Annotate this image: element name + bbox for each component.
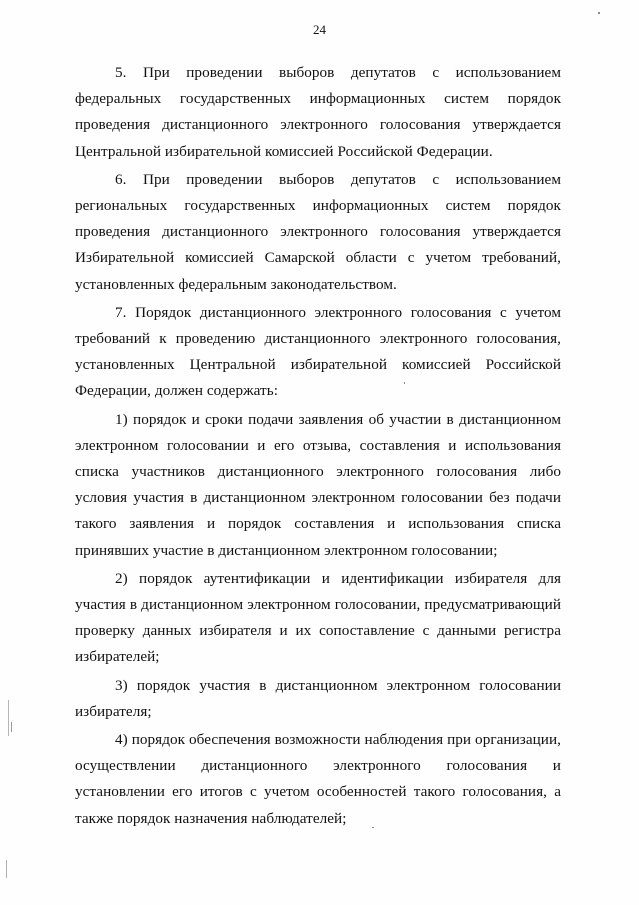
subitem-4: 4) порядок обеспечения возможности наблюдения при организации, осуществлении дистанционного электронного голосования и установлении его итогов с учетом особенностей такого голосования, а также порядок назначения наблюдателей; [75, 731, 561, 827]
scan-speck [598, 12, 600, 14]
document-body [75, 60, 561, 834]
scan-edge-mark [11, 722, 12, 732]
subitem-2: 2) порядок аутентификации и идентификации избирателя для участия в дистанционном электронном голосовании, предусматривающий проверку данных избирателя и их сопоставление с данными регистра избирателей; [75, 569, 561, 666]
scan-edge-mark [8, 700, 9, 736]
paragraph-item-7: 7. Порядок дистанционного электронного голосования с учетом требований к проведению дистанционного электронного голосования, установленных Центральной избирательной комиссией Российской Федерации, должен содержать: [75, 303, 561, 400]
scan-speck [404, 382, 405, 384]
page-number: 24 [313, 22, 326, 37]
subitem-3: 3) порядок участия в дистанционном электронном голосовании избирателя; [75, 676, 561, 720]
scan-speck [372, 827, 374, 828]
paragraph-item-6: 6. При проведении выборов депутатов с использованием региональных государственных информационных систем порядок проведения дистанционного электронного голосования утверждается Избирательной комиссией Самарской области с учетом требований, установленных федеральным законодательством. [75, 170, 561, 293]
paragraph-item-5: 5. При проведении выборов депутатов с использованием федеральных государственных информационных систем порядок проведения дистанционного электронного голосования утверждается Центральной избирательной комиссией Российской Федерации. [75, 64, 561, 160]
subitem-1: 1) порядок и сроки подачи заявления об участии в дистанционном электронном голосовании и его отзыва, составления и использования списка участников дистанционного электронного голосования либо условия участия в дистанционном электронном голосовании без подачи такого заявления и порядок составления и использования списка принявших участие в дистанционном электронном голосовании; [75, 410, 561, 559]
scan-edge-mark [6, 860, 7, 878]
